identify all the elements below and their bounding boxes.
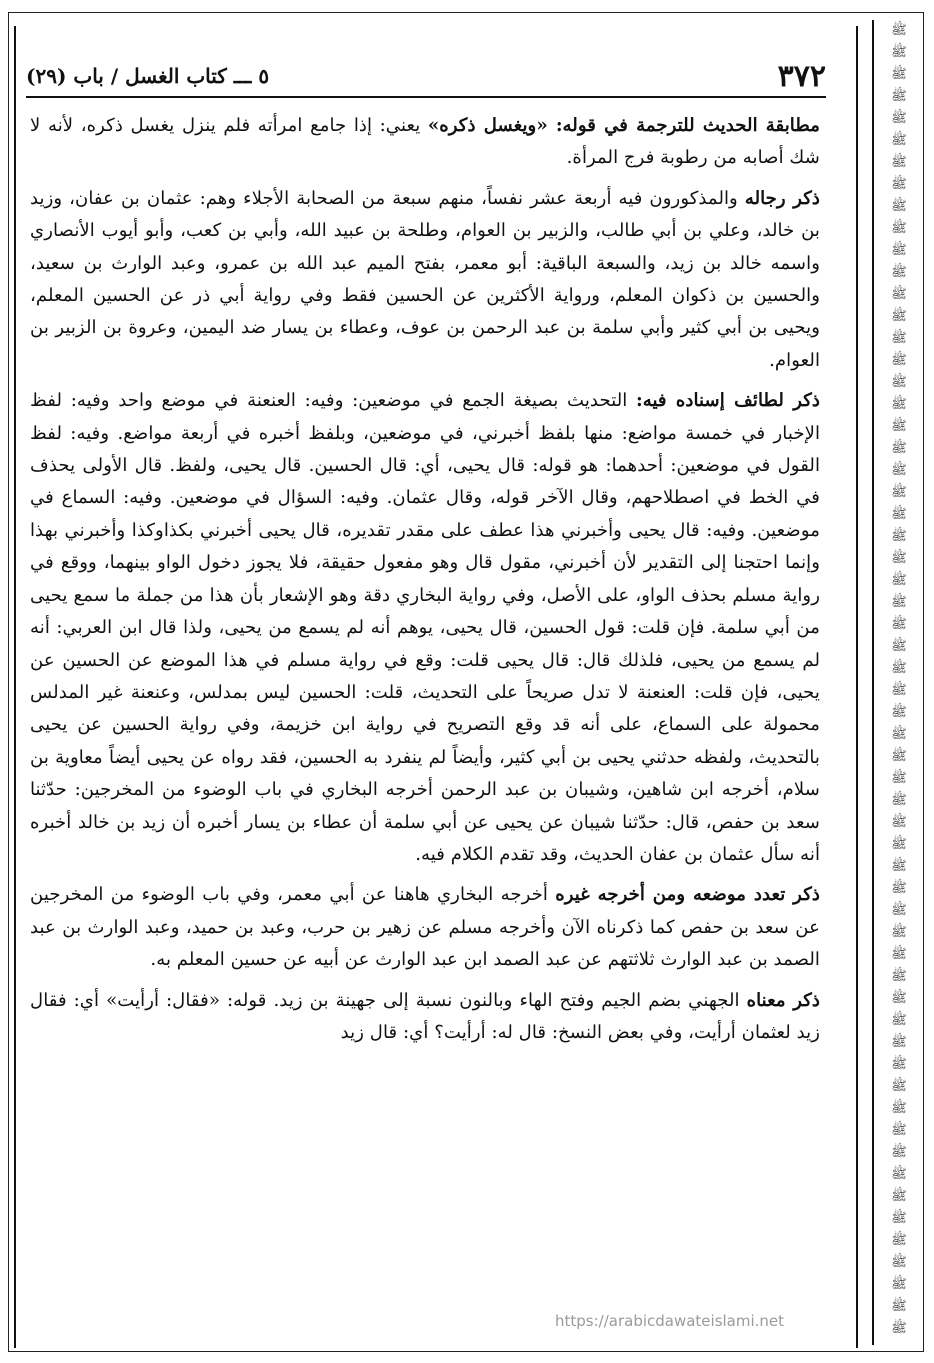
decorative-border bbox=[872, 20, 924, 1345]
section-heading: ذكر تعدد موضعه ومن أخرجه غيره bbox=[555, 884, 820, 906]
running-head: ٥ ـــ كتاب الغسل / باب (٢٩) bbox=[26, 64, 270, 88]
border-ornament: ﷺ bbox=[891, 749, 907, 764]
border-ornament: ﷺ bbox=[891, 661, 907, 676]
border-ornament: ﷺ bbox=[891, 815, 907, 830]
border-ornament: ﷺ bbox=[891, 727, 907, 742]
border-ornament: ﷺ bbox=[891, 1123, 907, 1138]
border-ornament: ﷺ bbox=[891, 67, 907, 82]
border-ornament: ﷺ bbox=[891, 925, 907, 940]
border-ornament: ﷺ bbox=[891, 705, 907, 720]
border-ornament: ﷺ bbox=[891, 133, 907, 148]
paragraph-narrators bbox=[30, 183, 820, 377]
paragraph-text: أخرجه البخاري هاهنا عن أبي معمر، وفي باب الوضوء من المخرجين عن سعد بن حفص كما ذكرناه الآن وأخرجه مسلم عن زهير بن حرب، وعبد بن حميد، وعبد الوارث بن عبد الصمد بن عبد الوارث ثلاثتهم عن عبد الصمد ابن عبد الوارث عن أبيه عن حسين المعلم به. bbox=[30, 884, 820, 971]
border-ornament: ﷺ bbox=[891, 331, 907, 346]
border-ornament: ﷺ bbox=[891, 1211, 907, 1226]
border-ornament: ﷺ bbox=[891, 903, 907, 918]
section-heading: ذكر رجاله bbox=[744, 187, 820, 209]
border-ornament: ﷺ bbox=[891, 45, 907, 60]
border-ornament: ﷺ bbox=[891, 243, 907, 258]
border-ornament: ﷺ bbox=[891, 507, 907, 522]
border-ornament: ﷺ bbox=[891, 969, 907, 984]
border-ornament: ﷺ bbox=[891, 529, 907, 544]
border-ornament: ﷺ bbox=[891, 617, 907, 632]
paragraph-text: التحديث بصيغة الجمع في موضعين: وفيه: العنعنة في موضع واحد وفيه: لفظ الإخبار في خمسة مواضع: منها بلفظ أخبرني، في موضعين، وبلفظ أخبره في أربعة مواضع. وفيه: لفظ القول في موضعين: أحدهما: هو قوله: قال يحيى، أي: قال الحسين. قال يحيى، ولفظ. قال الأولى يحذف في الخط في اصطلاحهم، وقال الآخر قوله، وقال عثمان. وفيه: السؤال في موضعين. وفيه: السماع في موضعين. وفيه: قال يحيى وأخبرني هذا عطف على مقدر تقديره، قال يحيى أخبرني بكذاوكذا وأخبرني بهذا وإنما احتجنا إلى التقدير لأن أخبرني، مقول قال وهو مفعول حقيقة، فلا يجوز دخول الواو بينهما، ووقع في رواية مسلم بحذف الواو، على الأصل، وفي رواية البخاري دقة وهو الإشعار بأن هذا من جملة ما سمع يحيى من أبي سلمة. فإن قلت: قول الحسين، قال يحيى، يوهم أنه لم يسمع من يحيى، ولذا قال ابن العربي: أنه لم يسمع من يحيى، فلذلك قال: قال يحيى قلت: وقع في رواية مسلم في هذا الموضع عن الحسين عن يحيى، فإن قلت: العنعنة لا تدل صريحاً على التحديث، قلت: الحسين ليس بمدلس، وعنعنة غير المدلس محمولة على السماع، على أنه قد وقع التصريح في رواية ابن خزيمة، وفي رواية الحسين عن يحيى بالتحديث، ولفظه حدثني يحيى بن أبي كثير، وأيضاً لم ينفرد به الحسين، فقد رواه عن يحيى أيضاً معاوية بن سلام، أخرجه ابن شاهين، وشيبان بن عبد الرحمن أخرجه البخاري في باب الوضوء من المخرجين: حدّثنا سعد بن حفص، قال: حدّثنا شيبان عن يحيى عن أبي سلمة أن عطاء بن يسار أخبره أن زيد بن خالد أخبره أنه سأل عثمان بن عفان الحديث، وقد تقدم الكلام فيه. bbox=[30, 390, 820, 865]
border-ornament: ﷺ bbox=[891, 1255, 907, 1270]
border-ornament: ﷺ bbox=[891, 551, 907, 566]
border-ornament: ﷺ bbox=[891, 353, 907, 368]
border-ornament: ﷺ bbox=[891, 419, 907, 434]
section-heading: ذكر معناه bbox=[746, 989, 820, 1011]
border-ornament: ﷺ bbox=[891, 1299, 907, 1314]
page-body bbox=[30, 110, 820, 1057]
section-heading: ذكر لطائف إسناده فيه: bbox=[635, 390, 821, 412]
border-ornament: ﷺ bbox=[891, 463, 907, 478]
border-ornament: ﷺ bbox=[891, 1079, 907, 1094]
border-ornament: ﷺ bbox=[891, 837, 907, 852]
border-ornament: ﷺ bbox=[891, 1145, 907, 1160]
border-ornament: ﷺ bbox=[891, 573, 907, 588]
border-ornament: ﷺ bbox=[891, 881, 907, 896]
border-ornament: ﷺ bbox=[891, 155, 907, 170]
border-ornament: ﷺ bbox=[891, 287, 907, 302]
page-number: ٣٧٢ bbox=[777, 58, 826, 94]
border-ornament: ﷺ bbox=[891, 375, 907, 390]
border-ornament: ﷺ bbox=[891, 265, 907, 280]
border-ornament: ﷺ bbox=[891, 793, 907, 808]
border-ornament: ﷺ bbox=[891, 485, 907, 500]
watermark: https://arabicdawateislami.net bbox=[555, 1312, 785, 1330]
border-ornament: ﷺ bbox=[891, 1189, 907, 1204]
border-ornament: ﷺ bbox=[891, 1057, 907, 1072]
paragraph-sources bbox=[30, 879, 820, 976]
border-ornament: ﷺ bbox=[891, 111, 907, 126]
border-ornament: ﷺ bbox=[891, 177, 907, 192]
border-ornament: ﷺ bbox=[891, 683, 907, 698]
border-ornament: ﷺ bbox=[891, 771, 907, 786]
paragraph-isnad-subtleties bbox=[30, 385, 820, 871]
border-ornament: ﷺ bbox=[891, 1101, 907, 1116]
border-ornament: ﷺ bbox=[891, 639, 907, 654]
border-ornament: ﷺ bbox=[891, 1321, 907, 1336]
page-header bbox=[26, 56, 826, 98]
border-ornament: ﷺ bbox=[891, 23, 907, 38]
border-ornament: ﷺ bbox=[891, 1013, 907, 1028]
paragraph-text: يعني: إذا جامع امرأته فلم ينزل يغسل ذكره، لأنه لا شك أصابه من رطوبة فرج المرأة. bbox=[30, 115, 820, 169]
border-ornament: ﷺ bbox=[891, 221, 907, 236]
border-ornament: ﷺ bbox=[891, 441, 907, 456]
paragraph-correspondence bbox=[30, 110, 820, 175]
border-ornament: ﷺ bbox=[891, 595, 907, 610]
border-ornament: ﷺ bbox=[891, 1167, 907, 1182]
section-heading: مطابقة الحديث للترجمة في قوله: «ويغسل ذكره» bbox=[427, 115, 820, 136]
border-ornament: ﷺ bbox=[891, 947, 907, 962]
border-ornament: ﷺ bbox=[891, 1277, 907, 1292]
border-ornament: ﷺ bbox=[891, 397, 907, 412]
paragraph-text: الجهني بضم الجيم وفتح الهاء وبالنون نسبة إلى جهينة بن زيد. قوله: «فقال: أرأيت» أي: فقال زيد لعثمان أرأيت، وفي بعض النسخ: قال له: أرأيت؟ أي: قال زيد bbox=[30, 989, 820, 1043]
border-ornament: ﷺ bbox=[891, 199, 907, 214]
paragraph-meaning bbox=[30, 985, 820, 1050]
paragraph-text: والمذكورون فيه أربعة عشر نفساً، منهم سبعة من الصحابة الأجلاء وهم: عثمان بن عفان، وزيد بن خالد، وعلي بن أبي طالب، والزبير بن العوام، وطلحة بن عبيد الله، وأبي بن كعب، وأبو أيوب الأنصاري واسمه خالد بن زيد، والسبعة الباقية: أبو معمر، بفتح الميم عبد الله بن عمرو، وعبد الوارث بن سعيد، والحسين بن ذكوان المعلم، ورواية الأكثرين عن الحسين فقط وفي رواية أبي ذر عن الحسين المعلم، ويحيى بن أبي كثير وأبي سلمة بن عبد الرحمن بن عوف، وعطاء بن يسار ضد اليمين، وعروة بن الزبير بن العوام. bbox=[30, 187, 820, 371]
border-ornament: ﷺ bbox=[891, 859, 907, 874]
border-ornament: ﷺ bbox=[891, 991, 907, 1006]
border-ornament: ﷺ bbox=[891, 1233, 907, 1248]
border-ornament: ﷺ bbox=[891, 89, 907, 104]
border-ornament: ﷺ bbox=[891, 309, 907, 324]
border-ornament: ﷺ bbox=[891, 1035, 907, 1050]
